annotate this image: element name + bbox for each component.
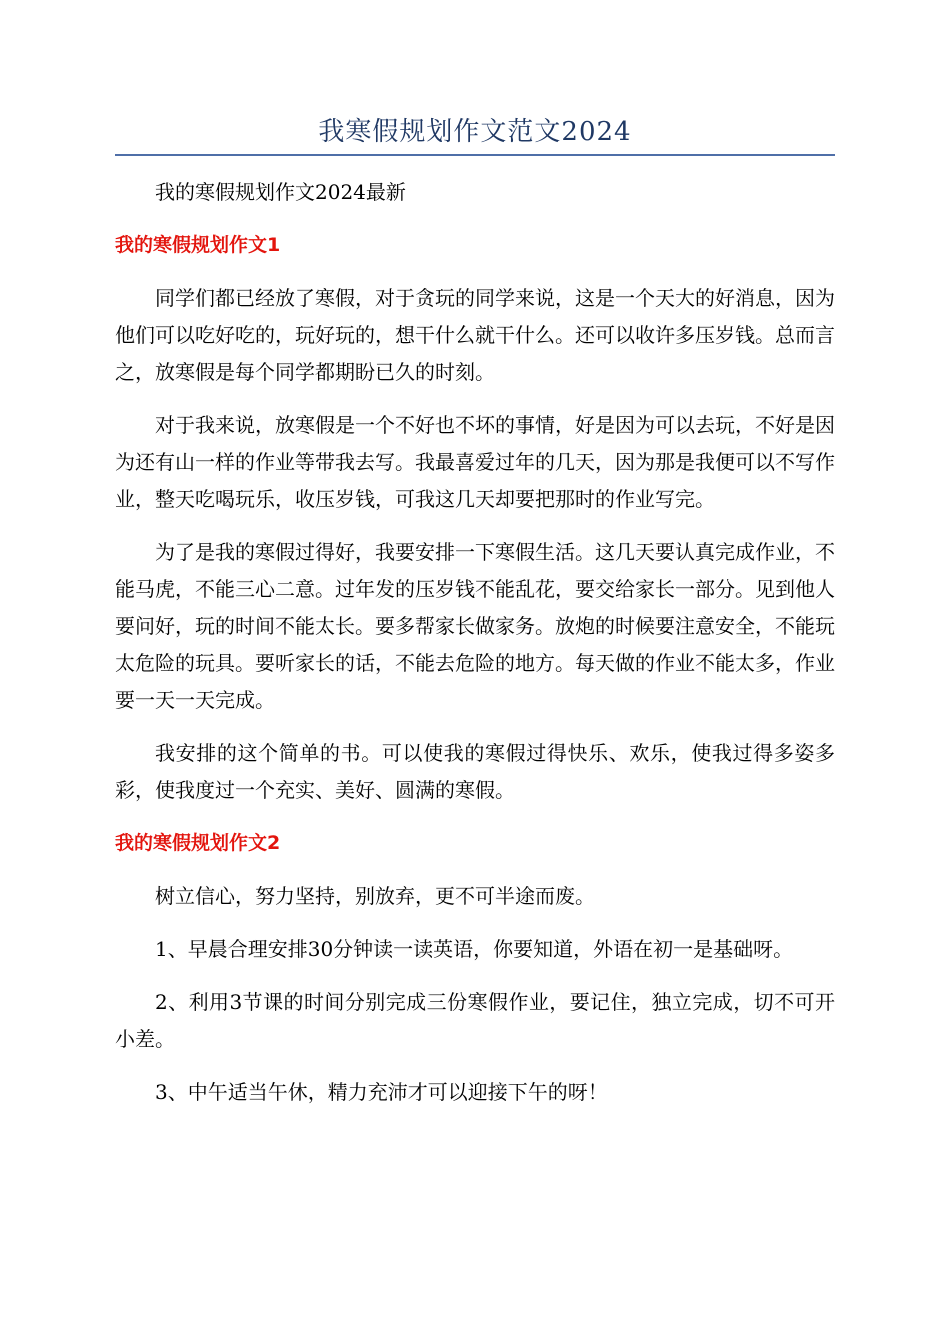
section-1-paragraph: 为了是我的寒假过得好，我要安排一下寒假生活。这几天要认真完成作业，不能马虎，不能三心二意。过年发的压岁钱不能乱花，要交给家长一部分。见到他人要问好，玩的时间不能太长。要多帮家长做家务。放炮的时候要注意安全，不能玩太危险的玩具。要听家长的话，不能去危险的地方。每天做的作业不能太多，作业要一天一天完成。 <box>115 540 835 712</box>
section-1-paragraph: 对于我来说，放寒假是一个不好也不坏的事情，好是因为可以去玩，不好是因为还有山一样的作业等带我去写。我最喜爱过年的几天，因为那是我便可以不写作业，整天吃喝玩乐，收压岁钱，可我这几天却要把那时的作业写完。 <box>115 413 835 511</box>
section-2-heading: 我的寒假规划作文2 <box>115 832 281 854</box>
section-1-paragraph: 同学们都已经放了寒假，对于贪玩的同学来说，这是一个天大的好消息，因为他们可以吃好吃的，玩好玩的，想干什么就干什么。还可以收许多压岁钱。总而言之，放寒假是每个同学都期盼已久的时刻。 <box>115 286 835 384</box>
section-2-list-item: 2、利用3节课的时间分别完成三份寒假作业，要记住，独立完成，切不可开小差。 <box>115 990 835 1051</box>
title-underline <box>115 154 835 156</box>
document-subtitle: 我的寒假规划作文2024最新 <box>155 180 406 204</box>
section-1-paragraph: 我安排的这个简单的书。可以使我的寒假过得快乐、欢乐，使我过得多姿多彩，使我度过一个充实、美好、圆满的寒假。 <box>115 741 835 802</box>
section-2-list-item: 3、中午适当午休，精力充沛才可以迎接下午的呀！ <box>155 1080 608 1104</box>
section-2-paragraph: 树立信心，努力坚持，别放弃，更不可半途而废。 <box>155 884 595 908</box>
section-2-list-item: 1、早晨合理安排30分钟读一读英语，你要知道，外语在初一是基础呀。 <box>155 937 794 961</box>
document-body <box>115 174 835 1127</box>
document-title: 我寒假规划作文范文2024 <box>318 117 632 147</box>
section-1-heading: 我的寒假规划作文1 <box>115 234 281 256</box>
